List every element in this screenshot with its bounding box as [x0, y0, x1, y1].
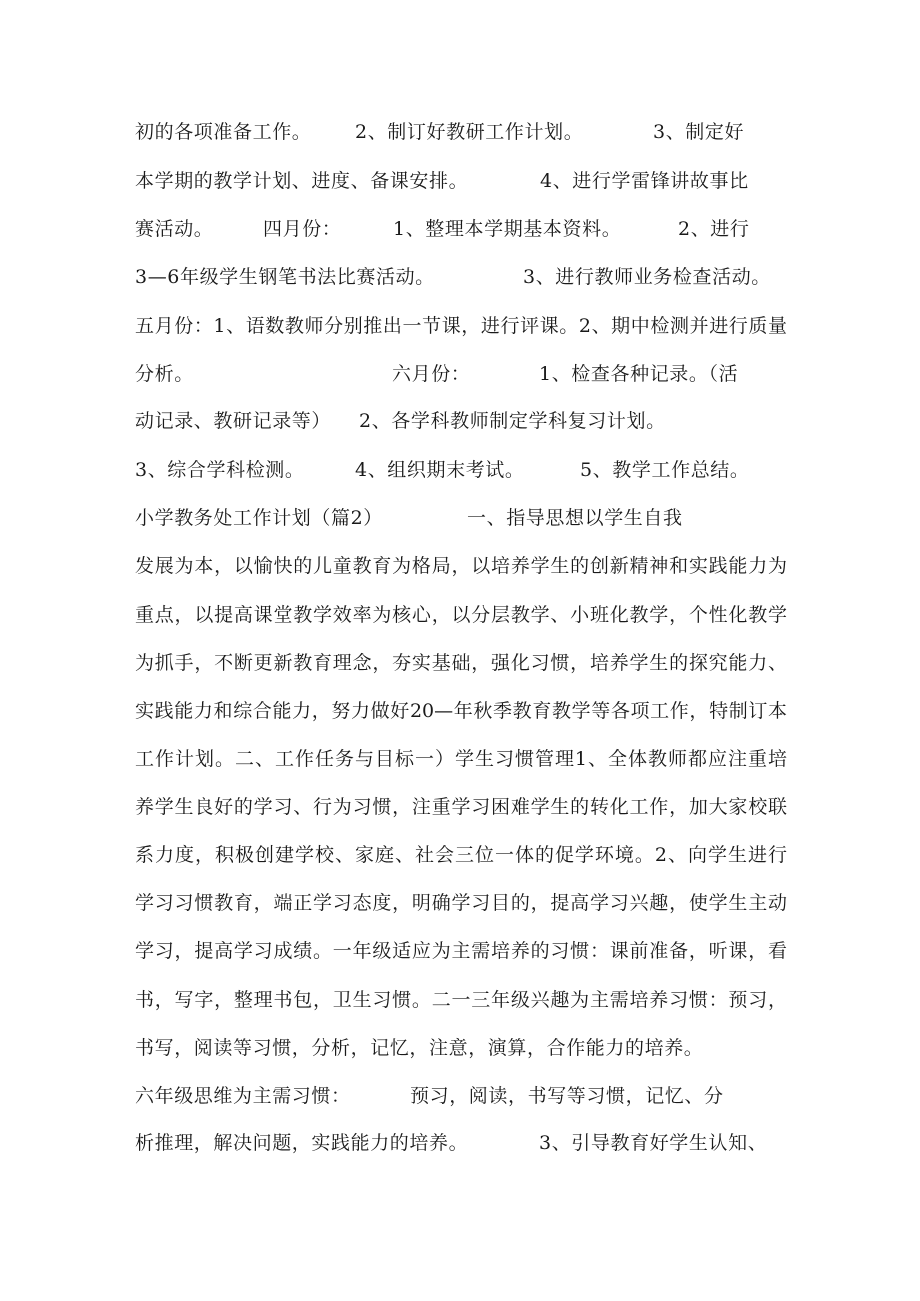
text-segment: 为抓手，不断更新教育理念，夯实基础，强化习惯，培养学生的探究能力、	[135, 652, 787, 674]
text-segment: 3—6年级学生钢笔书法比赛活动。	[135, 266, 435, 288]
text-segment: 养学生良好的学习、行为习惯，注重学习困难学生的转化工作，加大家校联	[135, 796, 787, 818]
heading-segment: 小学教务处工作计划（篇2）	[135, 507, 383, 529]
text-line	[0, 406, 666, 436]
text-segment: 工作计划。二、工作任务与目标一）学生习惯管理1、全体教师都应注重培	[135, 748, 787, 770]
text-segment: 六月份：	[392, 363, 471, 385]
text-line	[0, 503, 683, 533]
text-segment: 析推理，解决问题，实践能力的培养。	[135, 1132, 469, 1154]
text-segment: 4、组织期末考试。	[355, 459, 525, 481]
text-segment: 书写，阅读等习惯，分析，记忆，注意，演算，合作能力的培养。	[135, 1037, 704, 1059]
text-segment: 初的各项准备工作。	[135, 121, 312, 143]
text-segment: 1、整理本学期基本资料。	[393, 218, 622, 240]
text-segment: 2、进行	[678, 218, 750, 240]
text-segment: 分析。	[135, 363, 194, 385]
text-segment: 发展为本，以愉快的儿童教育为格局，以培养学生的创新精神和实践能力为	[135, 555, 787, 577]
text-segment: 系力度，积极创建学校、家庭、社会三位一体的促学环境。2、向学生进行	[135, 844, 787, 866]
text-segment: 一、指导思想以学生自我	[467, 507, 683, 529]
text-line	[0, 600, 787, 630]
text-segment: 动记录、教研记录等）	[135, 410, 332, 432]
text-line	[0, 455, 750, 485]
text-segment: 3、进行教师业务检查活动。	[523, 266, 771, 288]
text-segment: 预习，阅读，书写等习惯，记忆、分	[410, 1085, 724, 1107]
text-segment: 2、制订好教研工作计划。	[355, 121, 584, 143]
text-segment: 4、进行学雷锋讲故事比	[540, 170, 749, 192]
text-line	[0, 888, 787, 918]
text-line	[0, 1081, 724, 1111]
text-line	[0, 359, 739, 389]
text-line	[0, 840, 787, 870]
text-line	[0, 792, 787, 822]
text-line	[0, 214, 750, 244]
text-segment: 5、教学工作总结。	[580, 459, 750, 481]
text-segment: 2、各学科教师制定学科复习计划。	[359, 410, 666, 432]
text-line	[0, 166, 749, 196]
text-line	[0, 648, 787, 678]
text-segment: 五月份：1、语数教师分别推出一节课，进行评课。2、期中检测并进行质量	[135, 315, 787, 337]
text-line	[0, 311, 787, 341]
text-line	[0, 985, 787, 1015]
text-line	[0, 744, 787, 774]
text-segment: 1、检查各种记录。（活	[539, 363, 739, 385]
text-segment: 书，写字，整理书包，卫生习惯。二一三年级兴趣为主需培养习惯：预习，	[135, 989, 787, 1011]
text-segment: 六年级思维为主需习惯：	[135, 1085, 351, 1107]
text-line	[0, 117, 745, 147]
text-line	[0, 936, 787, 966]
text-segment: 3、引导教育好学生认知、	[539, 1132, 768, 1154]
text-segment: 重点，以提高课堂教学效率为核心，以分层教学、小班化教学，个性化教学	[135, 604, 787, 626]
text-segment: 赛活动。	[135, 218, 214, 240]
text-segment: 3、制定好	[653, 121, 745, 143]
text-segment: 实践能力和综合能力，努力做好20—年秋季教育教学等各项工作，特制订本	[135, 700, 787, 722]
text-segment: 3、综合学科检测。	[135, 459, 305, 481]
text-line	[0, 1128, 768, 1158]
text-segment: 学习习惯教育，端正学习态度，明确学习目的，提高学习兴趣，使学生主动	[135, 892, 787, 914]
text-line	[0, 262, 771, 292]
text-segment: 本学期的教学计划、进度、备课安排。	[135, 170, 469, 192]
text-line	[0, 696, 787, 726]
text-segment: 学习，提高学习成绩。一年级适应为主需培养的习惯：课前准备，听课，看	[135, 940, 787, 962]
text-segment: 四月份：	[263, 218, 342, 240]
text-line	[0, 551, 787, 581]
text-line	[0, 1033, 704, 1063]
